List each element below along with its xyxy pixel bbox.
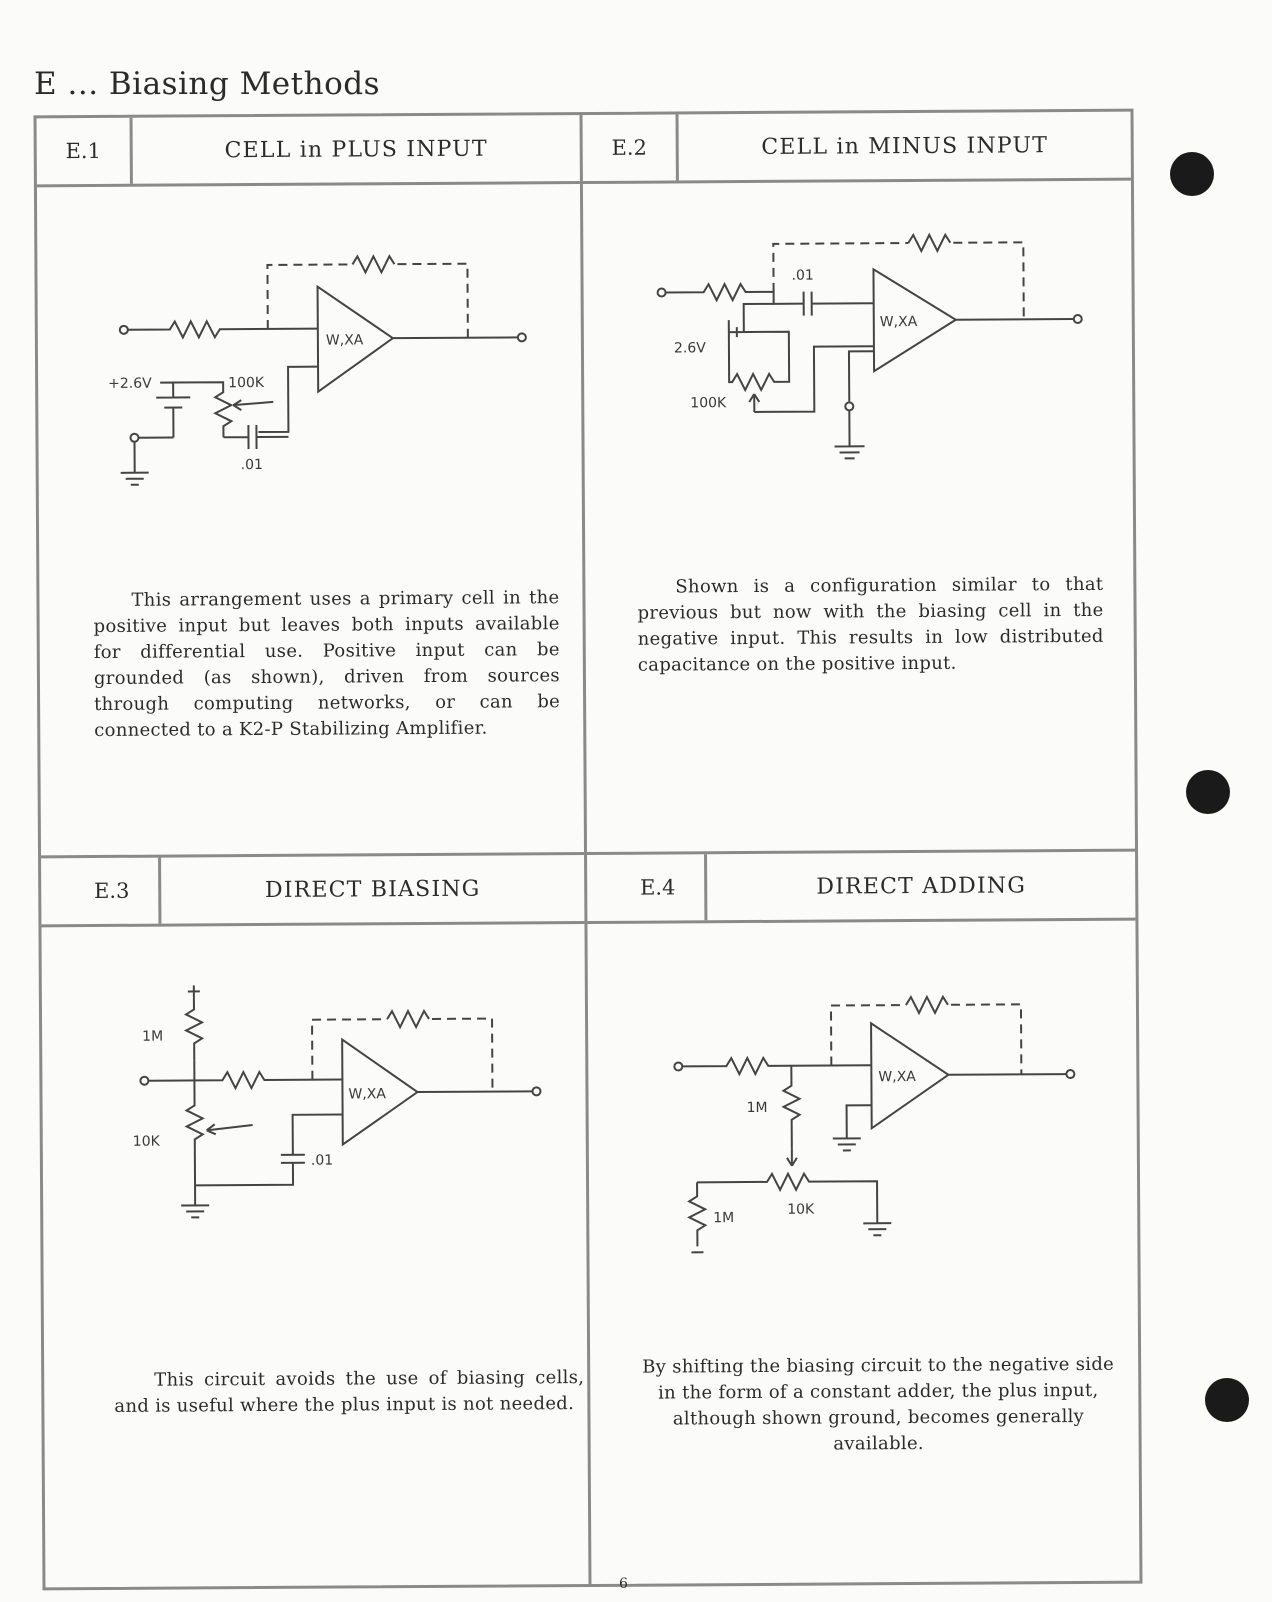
pot-label: 100K — [690, 395, 727, 412]
resistor-label: 1M — [142, 1028, 164, 1045]
pot-label: 100K — [228, 374, 265, 392]
panel-description: By shifting the biasing circuit to the negative side in the form of a constant adder, the plus input, although shown ground, becomes generally available. — [642, 1353, 1115, 1455]
capacitor-label: .01 — [791, 267, 814, 284]
panel-e1 — [37, 115, 588, 858]
resistor-label: 1M — [746, 1099, 768, 1117]
panel-title: DIRECT BIASING — [264, 876, 481, 903]
circuit-diagram-e4 — [666, 982, 1108, 1269]
binder-hole-top — [1170, 152, 1214, 196]
capacitor-label: .01 — [310, 1152, 334, 1169]
binder-hole-middle — [1186, 770, 1230, 814]
panel-number: E.1 — [37, 118, 133, 185]
panel-header — [41, 855, 584, 927]
panel-number: E.4 — [611, 854, 707, 921]
capacitor-label: .01 — [240, 456, 263, 474]
page-number: 6 — [619, 1576, 628, 1592]
panel-e2 — [583, 112, 1136, 855]
panel-title: DIRECT ADDING — [816, 872, 1027, 900]
panel-title: CELL in PLUS INPUT — [224, 136, 488, 163]
amplifier-label: W,XA — [348, 1086, 387, 1103]
panel-header — [583, 112, 1131, 184]
panel-header — [37, 115, 580, 187]
panel-description: Shown is a configuration similar to that previous but now with the biasing cell in the negative input. This results in low distributed capacitance on the positive input. — [637, 573, 1104, 676]
page-title: E ... Biasing Methods — [34, 66, 380, 102]
amplifier-label: W,XA — [879, 313, 918, 331]
panel-description: This circuit avoids the use of biasing cells, and is useful where the plus input is not needed. — [114, 1367, 585, 1417]
pot-label: 10K — [787, 1201, 815, 1218]
bottom-resistor-label: 1M — [713, 1210, 735, 1227]
binder-hole-bottom — [1205, 1378, 1249, 1422]
amplifier-label: W,XA — [878, 1069, 916, 1086]
circuit-diagram-e3 — [132, 983, 574, 1250]
panel-header — [587, 852, 1135, 924]
panel-number: E.3 — [65, 858, 161, 925]
panel-number: E.2 — [583, 114, 679, 181]
circuit-diagram-e2 — [643, 230, 1085, 497]
cell-voltage-label: 2.6V — [673, 340, 706, 357]
panel-e4 — [587, 852, 1139, 1584]
methods-grid — [34, 109, 1143, 1591]
amplifier-label: W,XA — [325, 332, 364, 349]
panel-description: This arrangement uses a primary cell in the positive input but leaves both inputs available for differential use. Positive input can be grounded (as shown), driven from sources through computing networks, or can be connected to a K2-P Stabilizing Amplifier. — [93, 587, 561, 742]
cell-voltage-label: +2.6V — [108, 375, 152, 392]
panel-e3 — [41, 855, 591, 1587]
panel-title: CELL in MINUS INPUT — [761, 132, 1049, 160]
circuit-diagram-e1 — [107, 245, 529, 512]
pot-label: 10K — [132, 1133, 160, 1150]
